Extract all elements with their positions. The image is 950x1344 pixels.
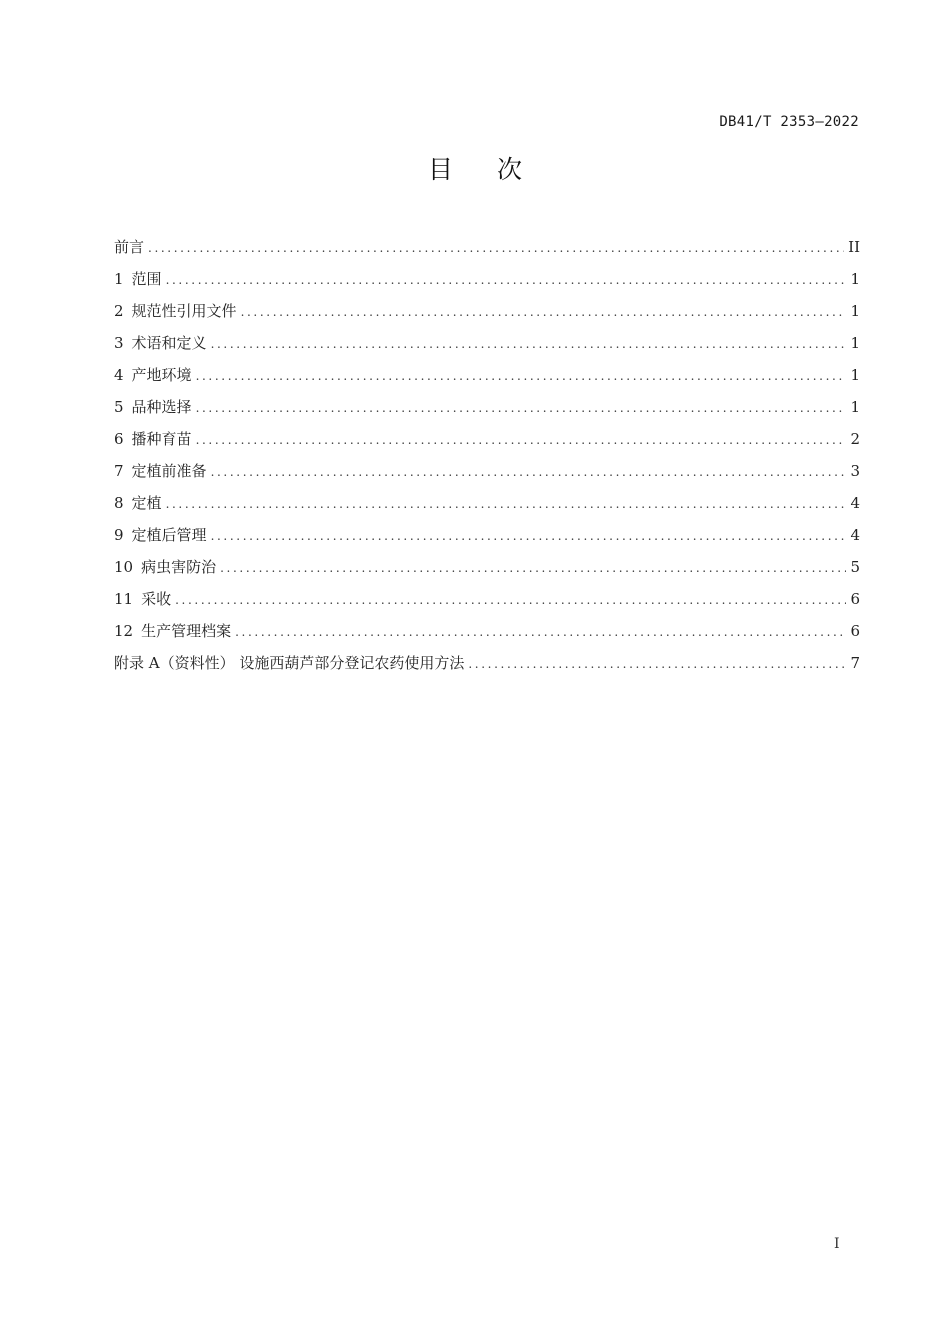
toc-entry-label: 规范性引用文件 bbox=[131, 302, 237, 320]
toc-entry-number: 5 bbox=[114, 398, 124, 416]
toc-entry-8[interactable] bbox=[114, 492, 860, 524]
toc-entry-page: 6 bbox=[850, 622, 860, 640]
toc-entry-label: 定植 bbox=[131, 494, 162, 512]
toc-leader-dots bbox=[211, 465, 847, 479]
toc-entry-label: 生产管理档案 bbox=[141, 622, 232, 640]
toc-entry-page: 2 bbox=[850, 430, 860, 448]
toc-entry-2[interactable] bbox=[114, 300, 860, 332]
toc-entry-page: II bbox=[848, 238, 860, 256]
toc-entry-page: 1 bbox=[850, 366, 860, 384]
toc-entry-6[interactable] bbox=[114, 428, 860, 460]
toc-entry-number: 2 bbox=[114, 302, 124, 320]
toc-leader-dots bbox=[211, 337, 847, 351]
toc-entry-appendix-a[interactable] bbox=[114, 652, 860, 684]
toc-leader-dots bbox=[196, 401, 847, 415]
toc-entry-4[interactable] bbox=[114, 364, 860, 396]
toc-entry-10[interactable] bbox=[114, 556, 860, 588]
toc-leader-dots bbox=[241, 305, 847, 319]
toc-entry-page: 6 bbox=[850, 590, 860, 608]
toc-leader-dots bbox=[235, 625, 846, 639]
page-title: 目次 bbox=[427, 155, 566, 184]
toc-entry-number: 7 bbox=[114, 462, 124, 480]
toc-entry-label: 播种育苗 bbox=[131, 430, 192, 448]
toc-entry-page: 3 bbox=[850, 462, 860, 480]
toc-leader-dots bbox=[220, 561, 846, 575]
toc-entry-label: 前言 bbox=[114, 238, 145, 256]
toc-entry-page: 5 bbox=[850, 558, 860, 576]
toc-leader-dots bbox=[175, 593, 846, 607]
page-number: I bbox=[834, 1236, 840, 1252]
toc-leader-dots bbox=[211, 529, 847, 543]
toc-entry-page: 1 bbox=[850, 398, 860, 416]
toc-leader-dots bbox=[196, 369, 847, 383]
toc-entry-number: 10 bbox=[114, 558, 134, 576]
toc-entry-label: 病虫害防治 bbox=[141, 558, 217, 576]
toc-entry-label: 产地环境 bbox=[131, 366, 192, 384]
toc-entry-number: 8 bbox=[114, 494, 124, 512]
toc-entry-page: 4 bbox=[850, 526, 860, 544]
toc-entry-7[interactable] bbox=[114, 460, 860, 492]
toc-entry-5[interactable] bbox=[114, 396, 860, 428]
toc-entry-number: 1 bbox=[114, 270, 124, 288]
toc-entry-label: 范围 bbox=[131, 270, 162, 288]
toc-leader-dots bbox=[468, 657, 846, 671]
toc-entry-number: 12 bbox=[114, 622, 134, 640]
toc-entry-label: 定植前准备 bbox=[131, 462, 207, 480]
toc-entry-3[interactable] bbox=[114, 332, 860, 364]
toc-entry-page: 4 bbox=[850, 494, 860, 512]
toc-entry-page: 7 bbox=[850, 654, 860, 672]
toc-entry-label: 附录 A（资料性） 设施西葫芦部分登记农药使用方法 bbox=[114, 654, 465, 672]
toc-entry-page: 1 bbox=[850, 302, 860, 320]
toc-entry-label: 采收 bbox=[141, 590, 172, 608]
toc-entry-11[interactable] bbox=[114, 588, 860, 620]
toc-entry-number: 4 bbox=[114, 366, 124, 384]
toc-entry-label: 品种选择 bbox=[131, 398, 192, 416]
toc-leader-dots bbox=[166, 273, 847, 287]
toc-leader-dots bbox=[148, 241, 844, 255]
toc-entry-label: 定植后管理 bbox=[131, 526, 207, 544]
toc-entry-1[interactable] bbox=[114, 268, 860, 300]
toc-entry-number: 3 bbox=[114, 334, 124, 352]
toc-entry-page: 1 bbox=[850, 270, 860, 288]
toc-entry-12[interactable] bbox=[114, 620, 860, 652]
toc-leader-dots bbox=[166, 497, 847, 511]
toc-entry-number: 9 bbox=[114, 526, 124, 544]
toc-leader-dots bbox=[196, 433, 847, 447]
toc-entry-number: 6 bbox=[114, 430, 124, 448]
toc-entry-foreword[interactable] bbox=[114, 236, 860, 268]
toc-entry-9[interactable] bbox=[114, 524, 860, 556]
toc-entry-label: 术语和定义 bbox=[131, 334, 207, 352]
toc-entry-number: 11 bbox=[114, 590, 134, 608]
document-code: DB41/T 2353—2022 bbox=[719, 114, 859, 130]
table-of-contents bbox=[114, 236, 860, 684]
toc-entry-page: 1 bbox=[850, 334, 860, 352]
